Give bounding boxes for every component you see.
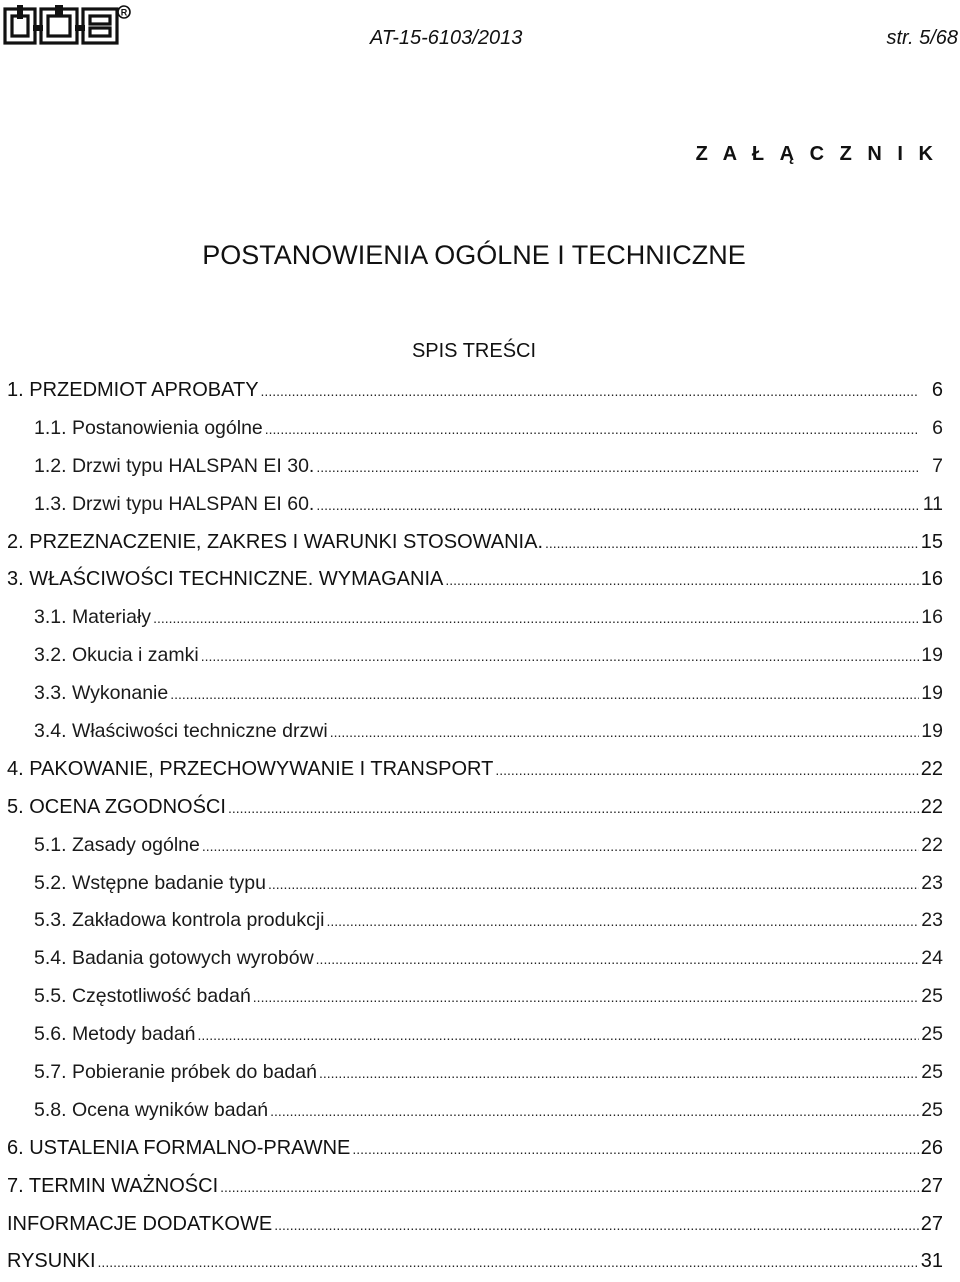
toc-entry-page: 31 <box>920 1250 943 1273</box>
toc-dot-leader <box>495 751 918 790</box>
toc-entry[interactable] <box>7 675 943 713</box>
toc-entry-label: 5.7. Pobieranie próbek do badań <box>34 1061 317 1084</box>
toc-entry-label: RYSUNKI <box>7 1250 96 1273</box>
toc-entry-label: 3.2. Okucia i zamki <box>34 644 199 667</box>
toc-dot-leader <box>202 827 919 866</box>
toc-entry[interactable] <box>7 751 943 789</box>
toc-entry-label: 1. PRZEDMIOT APROBATY <box>7 379 259 401</box>
toc-dot-leader <box>274 1206 919 1245</box>
toc-entry[interactable] <box>7 599 943 637</box>
toc-entry-page: 15 <box>920 530 943 553</box>
toc-entry-page: 7 <box>932 454 943 477</box>
toc-dot-leader <box>265 410 919 449</box>
toc-dot-leader <box>261 372 919 411</box>
toc-entry-label: 5.6. Metody badań <box>34 1023 196 1046</box>
toc-entry[interactable] <box>7 524 943 562</box>
toc-entry-page: 23 <box>921 909 943 932</box>
toc-entry-label: 1.3. Drzwi typu HALSPAN EI 60. <box>34 492 315 515</box>
toc-dot-leader <box>330 713 919 752</box>
toc-entry[interactable] <box>7 713 943 751</box>
toc-entry-label: 3.4. Właściwości techniczne drzwi <box>34 720 328 743</box>
toc-entry-page: 19 <box>921 644 943 667</box>
toc-heading: SPIS TREŚCI <box>411 340 537 362</box>
toc-entry[interactable] <box>7 865 943 903</box>
toc-entry-page: 25 <box>921 1023 943 1046</box>
toc-entry[interactable] <box>7 448 943 486</box>
toc-entry[interactable] <box>7 1243 943 1281</box>
toc-entry-label: 4. PAKOWANIE, PRZECHOWYWANIE I TRANSPORT <box>7 757 494 780</box>
toc-entry-page: 19 <box>921 682 943 705</box>
toc-entry-page: 25 <box>921 985 943 1008</box>
toc-entry-page: 27 <box>920 1212 943 1235</box>
toc-dot-leader <box>228 789 919 828</box>
toc-entry-label: 1.2. Drzwi typu HALSPAN EI 30. <box>34 454 315 477</box>
toc-entry-label: 3.3. Wykonanie <box>34 682 169 705</box>
toc-dot-leader <box>98 1243 919 1282</box>
toc-dot-leader <box>170 675 919 714</box>
toc-entry[interactable] <box>7 1206 943 1244</box>
toc-dot-leader <box>316 448 919 487</box>
toc-entry[interactable] <box>7 561 943 599</box>
toc-entry[interactable] <box>7 1168 943 1206</box>
toc-entry-label: 6. USTALENIA FORMALNO-PRAWNE <box>7 1136 351 1159</box>
toc-entry[interactable] <box>7 1016 943 1054</box>
toc-entry-page: 22 <box>921 833 943 856</box>
toc-entry-label: 5.3. Zakładowa kontrola produkcji <box>34 909 325 932</box>
toc-entry-label: 7. TERMIN WAŻNOŚCI <box>7 1174 219 1197</box>
toc-entry-page: 19 <box>921 720 943 743</box>
itb-logo <box>3 3 131 47</box>
toc-dot-leader <box>153 599 919 638</box>
toc-entry-page: 6 <box>932 416 943 439</box>
toc-dot-leader <box>352 1130 918 1169</box>
toc-entry[interactable] <box>7 1130 943 1168</box>
toc-entry[interactable] <box>7 410 943 448</box>
toc-dot-leader <box>268 865 919 904</box>
toc-entry-page: 22 <box>920 795 943 818</box>
toc-entry-label: 1.1. Postanowienia ogólne <box>34 416 263 439</box>
toc-entry-label: 5.2. Wstępne badanie typu <box>34 871 266 894</box>
document-reference: AT-15-6103/2013 <box>370 27 523 49</box>
toc-entry-label: 5. OCENA ZGODNOŚCI <box>7 795 226 818</box>
toc-entry[interactable] <box>7 486 943 524</box>
toc-entry[interactable] <box>7 978 943 1016</box>
toc-dot-leader <box>319 1054 919 1093</box>
toc-dot-leader <box>201 637 919 676</box>
page-title: POSTANOWIENIA OGÓLNE I TECHNICZNE <box>202 240 746 270</box>
toc-dot-leader <box>270 1092 919 1131</box>
toc-dot-leader <box>316 486 919 525</box>
toc-dot-leader <box>253 978 919 1017</box>
toc-entry-page: 6 <box>931 379 943 401</box>
toc-entry-page: 25 <box>921 1098 943 1121</box>
svg-text:R: R <box>120 7 128 18</box>
toc-dot-leader <box>198 1016 919 1055</box>
toc-entry-label: 5.8. Ocena wyników badań <box>34 1098 269 1121</box>
registered-trademark-icon <box>118 6 130 18</box>
toc-entry-page: 23 <box>921 871 943 894</box>
toc-entry-page: 11 <box>922 492 943 515</box>
toc-entry[interactable] <box>7 637 943 675</box>
toc-dot-leader <box>445 561 918 600</box>
annex-label: Z A Ł Ą C Z N I K <box>695 143 938 165</box>
toc-dot-leader <box>545 524 919 563</box>
toc-entry-label: 5.1. Zasady ogólne <box>34 833 200 856</box>
toc-dot-leader <box>327 902 920 941</box>
toc-entry-page: 22 <box>920 757 943 780</box>
toc-entry-page: 26 <box>920 1136 943 1159</box>
toc-entry[interactable] <box>7 827 943 865</box>
toc-entry-page: 16 <box>921 606 943 629</box>
toc-entry-label: 5.5. Częstotliwość badań <box>34 985 251 1008</box>
toc-entry[interactable] <box>7 1054 943 1092</box>
toc-entry[interactable] <box>7 1092 943 1130</box>
toc-dot-leader <box>220 1168 919 1207</box>
toc-entry-label: 5.4. Badania gotowych wyrobów <box>34 947 314 970</box>
toc-entry-page: 16 <box>920 568 943 591</box>
toc-dot-leader <box>316 940 919 979</box>
toc-entry-label: INFORMACJE DODATKOWE <box>7 1212 273 1235</box>
toc-entry-page: 25 <box>921 1061 943 1084</box>
toc-entry[interactable] <box>7 940 943 978</box>
toc-entry-label: 3.1. Materiały <box>34 606 152 629</box>
toc-entry[interactable] <box>7 902 943 940</box>
toc-entry[interactable] <box>7 372 943 410</box>
page-number: str. 5/68 <box>886 27 958 49</box>
table-of-contents <box>7 372 943 1281</box>
toc-entry-page: 27 <box>920 1174 943 1197</box>
toc-entry-label: 2. PRZEZNACZENIE, ZAKRES I WARUNKI STOSOWANIA. <box>7 530 543 553</box>
toc-entry[interactable] <box>7 789 943 827</box>
toc-entry-page: 24 <box>921 947 943 970</box>
toc-entry-label: 3. WŁAŚCIWOŚCI TECHNICZNE. WYMAGANIA <box>7 568 444 591</box>
